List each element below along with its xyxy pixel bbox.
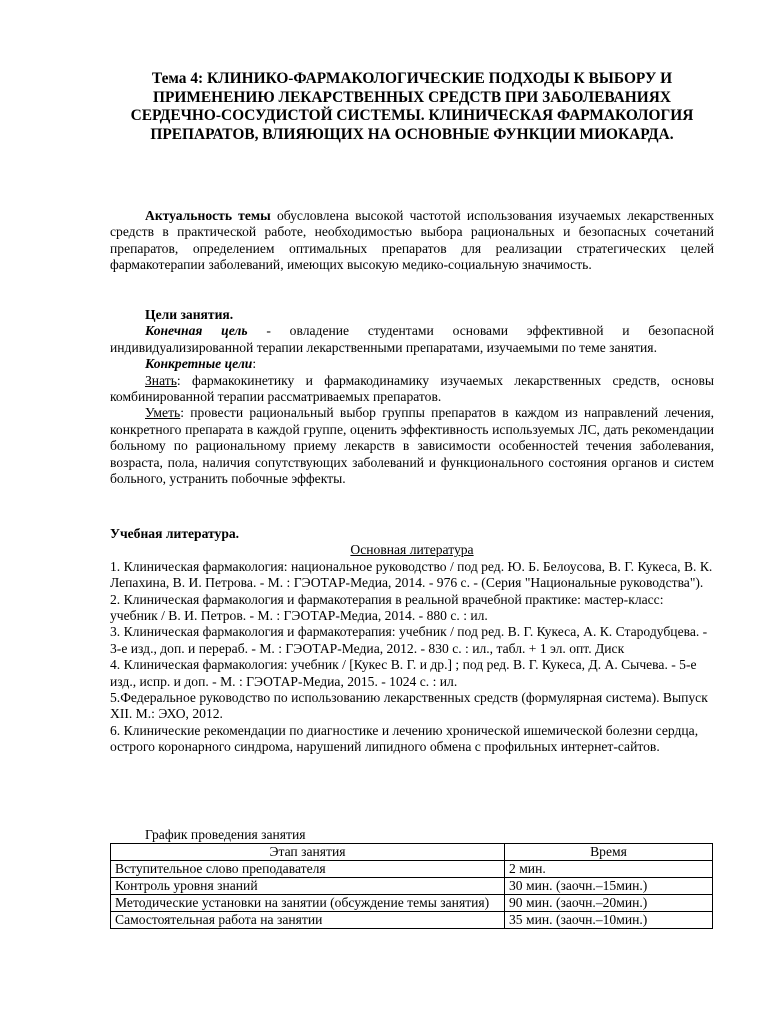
know-text: : фармакокинетику и фармакодинамику изучаемых лекарственных средств, основы комбинированной терапии рассматриваемых препаратов. xyxy=(110,372,714,405)
specific-goals-label: Конкретные цели xyxy=(145,356,253,372)
stage-cell: Методические установки на занятии (обсуждение темы занятия) xyxy=(111,895,505,912)
table-header-row xyxy=(111,844,713,861)
table-row xyxy=(111,878,713,895)
relevance-label: Актуальность темы xyxy=(145,208,271,223)
stage-cell: Вступительное слово преподавателя xyxy=(111,861,505,878)
literature-item: 3. Клиническая фармакология и фармакотерапия: учебник / под ред. В. Г. Кукеса, А. К. Стародубцева. - 3-е изд., доп. и перераб. - М. : ГЭОТАР-Медиа, 2012. - 830 с. : ил., табл. + 1 эл. опт. Диск xyxy=(110,624,708,656)
can-text: : провести рациональный выбор группы препаратов в каждом из направлений лечения, конкретного препарата в каждой группе, оценить эффективность используемых ЛС, дать рекомендации больному по рациональному приему лекарств в зависимости особенностей течения заболевания, возраста, пола, наличия сопутствующих заболеваний и функционального состояния органов и систем больного, устранить побочные эффекты. xyxy=(110,405,714,487)
can-paragraph xyxy=(110,405,714,487)
literature-item: 2. Клиническая фармакология и фармакотерапия в реальной врачебной практике: мастер-класс: учебник / В. И. Петров. - М. : ГЭОТАР-Медиа, 2014. - 880 с. : ил. xyxy=(110,591,664,624)
final-goal-paragraph xyxy=(110,323,714,356)
table-row xyxy=(111,895,713,912)
literature-section xyxy=(110,526,714,756)
know-label: Знать xyxy=(145,372,177,388)
know-paragraph xyxy=(110,373,714,406)
literature-item: 1. Клиническая фармакология: национальное руководство / под ред. Ю. Б. Белоусова, В. Г. Кукеса, В. К. Лепахина, В. И. Петрова. - М. : ГЭОТАР-Медиа, 2014. - 976 с. - (Серия "Национальные руководства"). xyxy=(110,558,713,591)
stage-cell: Контроль уровня знаний xyxy=(111,878,505,895)
literature-heading: Учебная литература. xyxy=(110,526,240,541)
schedule-caption: График проведения занятия xyxy=(145,827,306,842)
goals-heading: Цели занятия. xyxy=(145,307,234,322)
relevance-paragraph xyxy=(110,208,714,274)
header-stage: Этап занятия xyxy=(111,844,505,861)
time-cell: 30 мин. (заочн.–15мин.) xyxy=(505,878,713,895)
literature-item: 6. Клинические рекомендации по диагностике и лечению хронической ишемической болезни сердца, острого коронарного синдрома, нарушений липидного обмена с профильных интернет-сайтов. xyxy=(110,722,699,755)
literature-subheading: Основная литература xyxy=(350,542,474,558)
table-row xyxy=(111,861,713,878)
header-time: Время xyxy=(505,844,713,861)
time-cell: 90 мин. (заочн.–20мин.) xyxy=(505,895,713,912)
table-row xyxy=(111,912,713,929)
goals-section xyxy=(110,307,714,487)
time-cell: 35 мин. (заочн.–10мин.) xyxy=(505,912,713,929)
time-cell: 2 мин. xyxy=(505,861,713,878)
specific-goals-line xyxy=(110,356,714,372)
schedule-table xyxy=(110,843,713,929)
relevance-text: обусловлена высокой частотой использования изучаемых лекарственных средств в практической работе, необходимостью выбора рациональных и безопасных сочетаний препаратов, определением оптимальных препаратов для реализации стратегических целей фармакотерапии заболеваний, имеющих высокую медико-социальную значимость. xyxy=(110,208,715,273)
final-goal-text: - овладение студентами основами эффективной и безопасной индивидуализированной терапии лекарственными препаратами, изучаемыми по теме занятия. xyxy=(110,323,714,355)
literature-item: 4. Клиническая фармакология: учебник / [Кукес В. Г. и др.] ; под ред. В. Г. Кукеса, Д. А. Сычева. - 5-е изд., испр. и доп. - М. : ГЭОТАР-Медиа, 2015. - 1024 с. : ил. xyxy=(110,657,697,689)
stage-cell: Самостоятельная работа на занятии xyxy=(111,912,505,929)
can-label: Уметь xyxy=(145,405,181,421)
literature-item: 5.Федеральное руководство по использованию лекарственных средств (формулярная система). Выпуск XII. М.: ЭХО, 2012. xyxy=(110,690,708,722)
topic-title: Тема 4: КЛИНИКО-ФАРМАКОЛОГИЧЕСКИЕ ПОДХОДЫ К ВЫБОРУ И ПРИМЕНЕНИЮ ЛЕКАРСТВЕННЫХ СРЕДСТВ ПРИ ЗАБОЛЕВАНИЯХ СЕРДЕЧНО-СОСУДИСТОЙ СИСТЕМЫ. КЛИНИЧЕСКАЯ ФАРМАКОЛОГИЯ ПРЕПАРАТОВ, ВЛИЯЮЩИХ НА ОСНОВНЫЕ ФУНКЦИИ МИОКАРДА. xyxy=(130,70,694,143)
specific-goals-colon: : xyxy=(252,356,257,372)
final-goal-label: Конечная цель xyxy=(145,323,248,339)
